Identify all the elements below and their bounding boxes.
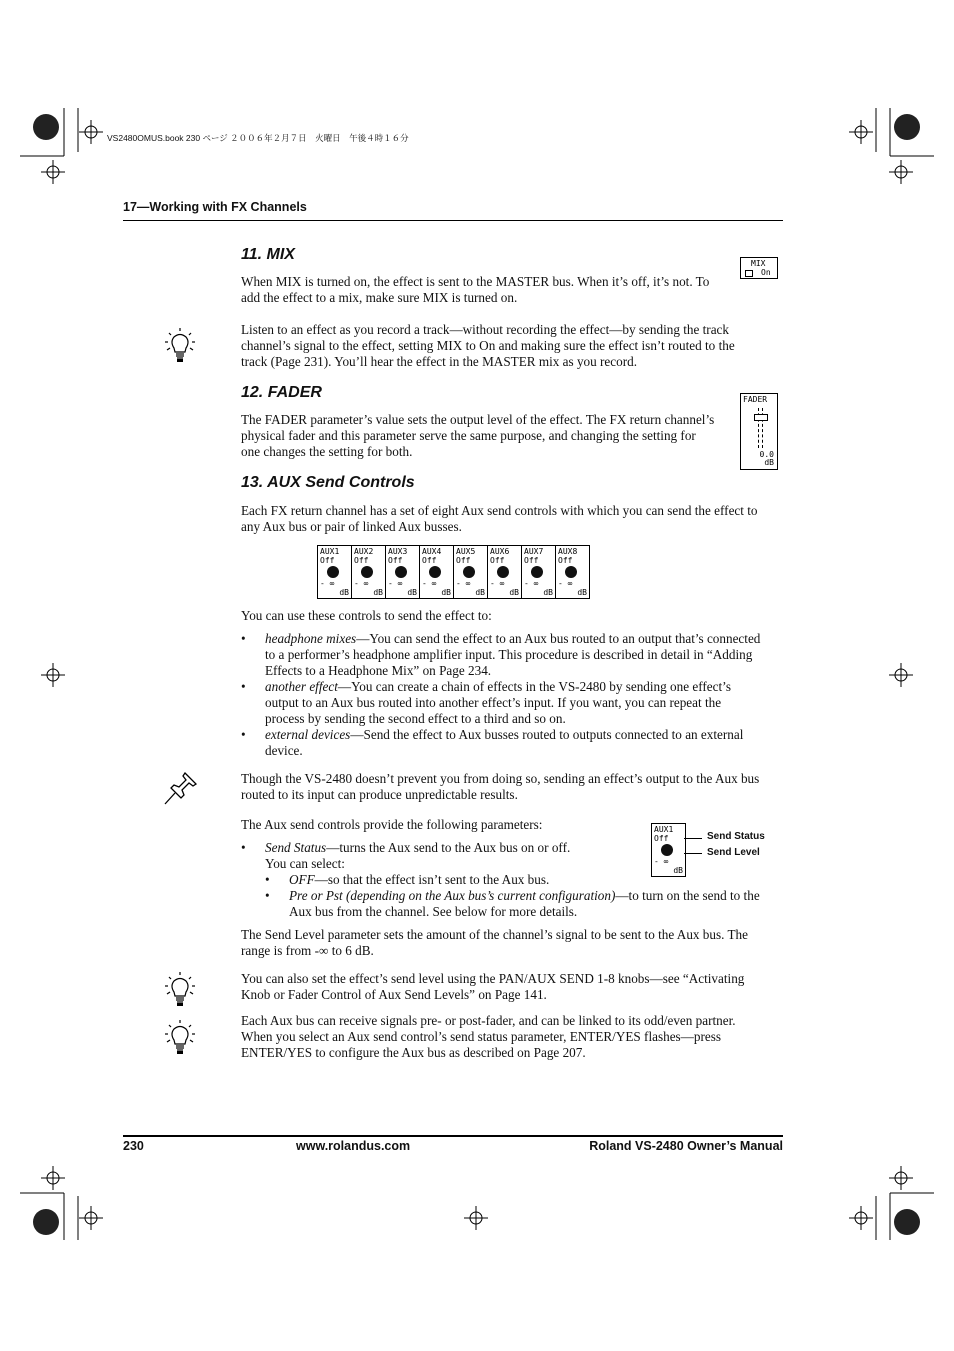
aux-destinations-list [241,631,761,759]
knob-icon [429,566,441,578]
bullet-term: external devices [265,727,351,742]
bullet-term: OFF [289,872,315,887]
aux-send-8 [556,546,589,598]
list-item [265,888,761,920]
aux-label: AUX4 [422,547,442,556]
aux-level: - ∞ [456,579,471,588]
send-status-options [265,872,761,920]
aux-callout-lcd [651,823,686,877]
list-item [241,631,761,679]
aux-level: - ∞ [524,579,539,588]
aux-status: Off [524,556,539,565]
fader-lcd-label: FADER [743,395,768,404]
aux-unit: dB [673,866,683,875]
bullet-term: another effect [265,679,338,694]
knob-icon [463,566,475,578]
aux-level: - ∞ [388,579,403,588]
page-number: 230 [123,1139,144,1153]
aux-status: Off [388,556,403,565]
lightbulb-icon [164,1020,196,1056]
bullet-term: headphone mixes [265,631,357,646]
knob-icon [327,566,339,578]
knob-icon [497,566,509,578]
bullet-term: Send Status [265,840,327,855]
footer-url[interactable]: www.rolandus.com [296,1139,411,1153]
header-rule [123,220,783,221]
knob-icon [395,566,407,578]
bullet-text: —Send the effect to Aux busses routed to outputs connected to an external device. [265,727,744,758]
aux-status: Off [558,556,573,565]
aux-level: - ∞ [490,579,505,588]
aux-unit: dB [509,588,519,597]
mix-lcd-value: On [761,268,771,277]
aux-send-3 [386,546,420,598]
you-can-select: You can select: [265,856,345,871]
aux-send-1 [318,546,352,598]
aux-status: Off [654,834,669,843]
lightbulb-icon [164,972,196,1008]
list-item [241,727,761,759]
running-head: 17—Working with FX Channels [123,200,307,214]
mix-lcd [740,257,778,279]
aux-send-6 [488,546,522,598]
pushpin-icon [163,770,199,806]
aux-send-4 [420,546,454,598]
bullet-text: —turns the Aux send to the Aux bus on or off. [326,840,571,855]
aux-status: Off [422,556,437,565]
mix-lcd-label: MIX [751,259,766,268]
aux-label: AUX8 [558,547,578,556]
mix-lcd-checkbox [745,270,753,277]
aux-intro: You can use these controls to send the effect to: [241,608,492,623]
section-title-fader: 12. FADER [241,384,322,401]
lightbulb-icon [164,328,196,364]
fader-lcd-unit: dB [764,458,774,467]
knob-icon [661,844,673,856]
callout-send-level: Send Level [707,847,760,858]
aux-unit: dB [475,588,485,597]
bullet-text: —to turn on the send to the Aux bus from the channel. See below for more details. [289,888,760,919]
section-title-aux: 13. AUX Send Controls [241,474,415,491]
aux-status: Off [320,556,335,565]
footer-manual-title: Roland VS-2480 Owner’s Manual [589,1139,783,1153]
aux-send-1 [652,824,685,876]
aux-status: Off [456,556,471,565]
aux-send-panel [317,545,590,599]
bullet-text: —You can create a chain of effects in the VS-2480 by sending one effect’s output to an Aux bus routed into another effect’s input. If you want, you can repeat the process by sending the second effect to a third and so on. [265,679,731,726]
aux-note: Though the VS-2480 doesn’t prevent you from doing so, sending an effect’s output to the Aux bus routed to its input can produce unpredictable results. [241,771,760,802]
callout-line-status [684,838,702,839]
tip-pre-post: Each Aux bus can receive signals pre- or post-fader, and can be linked to its odd/even partner. When you select an Aux send control’s send status parameter, ENTER/YES flashes—press ENTER/YES to configure the Aux bus as described on Page 207. [241,1013,736,1060]
tip-knob-control: You can also set the effect’s send level using the PAN/AUX SEND 1-8 knobs—see “Activating Knob or Fader Control of Aux Send Levels” on Page 141. [241,971,745,1002]
params-intro: The Aux send controls provide the following parameters: [241,817,543,832]
aux-label: AUX1 [320,547,340,556]
aux-label: AUX5 [456,547,476,556]
aux-level: - ∞ [558,579,573,588]
aux-label: AUX1 [654,825,674,834]
bullet-text: —so that the effect isn’t sent to the Aux bus. [314,872,550,887]
aux-send-5 [454,546,488,598]
knob-icon [565,566,577,578]
bullet-term: Pre or Pst (depending on the Aux bus’s current configuration) [289,888,616,903]
aux-level: - ∞ [320,579,335,588]
fader-cap [754,414,768,421]
mix-paragraph: When MIX is turned on, the effect is sent to the MASTER bus. When it’s off, it’s not. To add the effect to a mix, make sure MIX is turned on. [241,274,710,305]
callout-send-status: Send Status [707,831,765,842]
list-item [265,872,761,888]
aux-level: - ∞ [354,579,369,588]
list-item [241,679,761,727]
bullet-text: —You can send the effect to an Aux bus routed to an output that’s connected to a performer’s headphone amplifier input. This procedure is described in detail in “Adding Effects to a Headphone Mix” on Page 234. [265,631,761,678]
send-level-paragraph: The Send Level parameter sets the amount of the channel’s signal to be sent to the Aux bus. The range is from -∞ to 6 dB. [241,927,748,958]
callout-line-level [684,853,702,854]
knob-icon [531,566,543,578]
aux-label: AUX3 [388,547,408,556]
aux-unit: dB [339,588,349,597]
aux-label: AUX7 [524,547,544,556]
aux-status: Off [490,556,505,565]
aux-label: AUX2 [354,547,374,556]
print-header: VS2480OMUS.book 230 ページ ２００６年２月７日 火曜日 午後４時１６分 [107,133,409,143]
aux-unit: dB [441,588,451,597]
aux-status: Off [354,556,369,565]
knob-icon [361,566,373,578]
aux-send-7 [522,546,556,598]
section-title-mix: 11. MIX [241,246,295,263]
aux-level: - ∞ [422,579,437,588]
aux-unit: dB [543,588,553,597]
fader-paragraph: The FADER parameter’s value sets the output level of the effect. The FX return channel’s physical fader and this parameter serve the same purpose, and changing the setting for one changes the setting for both. [241,412,715,459]
aux-paragraph: Each FX return channel has a set of eight Aux send controls with which you can send the effect to any Aux bus or pair of linked Aux busses. [241,503,758,534]
aux-unit: dB [407,588,417,597]
fader-lcd [740,393,778,470]
mix-tip: Listen to an effect as you record a track—without recording the effect—by sending the track channel’s signal to the effect, setting MIX to On and making sure the effect isn’t routed to the track (Page 231). You’ll hear the effect in the MASTER mix as you record. [241,322,735,369]
footer-rule [123,1135,783,1137]
fader-lcd-value: 0.0 [759,450,774,459]
aux-unit: dB [577,588,587,597]
aux-level: - ∞ [654,857,669,866]
aux-send-2 [352,546,386,598]
aux-label: AUX6 [490,547,510,556]
aux-unit: dB [373,588,383,597]
